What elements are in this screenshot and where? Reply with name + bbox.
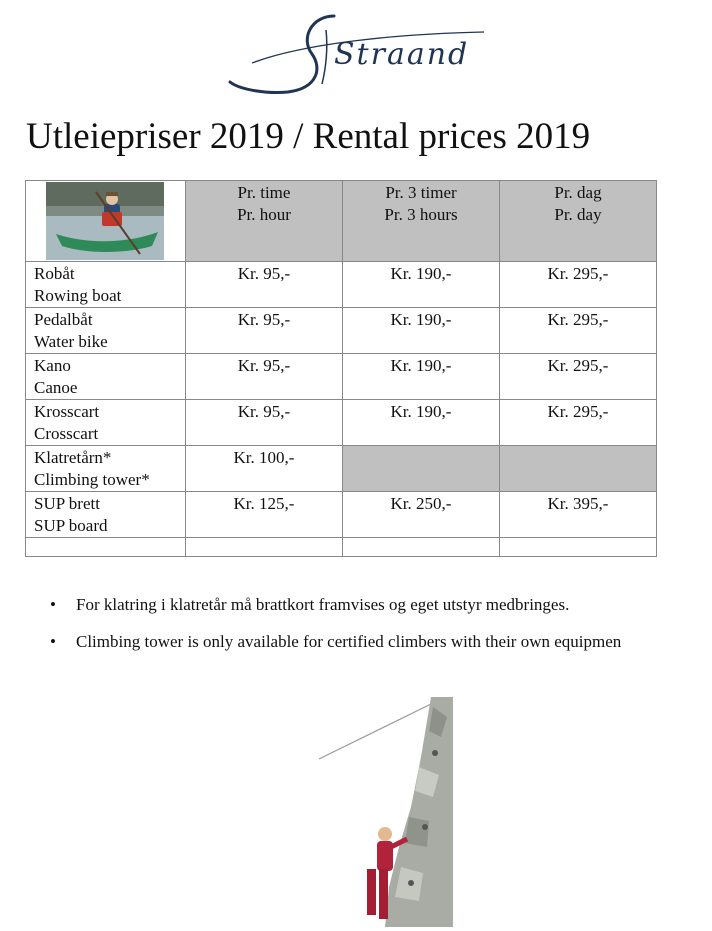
price-3-hours: Kr. 190,- [343,262,500,308]
climbing-tower-photo [315,697,455,927]
table-row-rowing-boat [26,262,657,308]
logo-wordmark: Straand [334,37,470,72]
price-3-hours: Kr. 190,- [343,400,500,446]
item-name [26,446,186,492]
price-day: Kr. 295,- [500,262,657,308]
table-row-water-bike [26,308,657,354]
item-name [26,492,186,538]
table-row-empty [26,538,657,557]
item-name-en: Climbing tower* [34,470,150,489]
note-text: Climbing tower is only available for certified climbers with their own equipmen [76,632,622,651]
canoe-photo [46,182,164,260]
price-day: Kr. 395,- [500,492,657,538]
item-name-no: Klatretårn* [34,448,112,467]
column-header-3-hours-en: Pr. 3 hours [384,205,458,224]
column-header-day-en: Pr. day [554,205,602,224]
note-item [50,592,696,617]
column-header-hour-no: Pr. time [237,183,291,202]
price-hour: Kr. 100,- [186,446,343,492]
column-header-hour-en: Pr. hour [237,205,291,224]
column-header-3-hours [343,181,500,262]
price-hour: Kr. 95,- [186,354,343,400]
column-header-hour [186,181,343,262]
empty-cell [343,538,500,557]
price-hour: Kr. 95,- [186,400,343,446]
item-name-en: Crosscart [34,424,99,443]
canoe-photo-cell [26,181,186,262]
empty-cell [186,538,343,557]
price-3-hours: Kr. 250,- [343,492,500,538]
price-3-hours: Kr. 190,- [343,354,500,400]
rental-price-table [25,180,657,557]
item-name-en: Water bike [34,332,108,351]
item-name-no: Kano [34,356,71,375]
table-row-canoe [26,354,657,400]
note-item [50,629,696,654]
column-header-day-no: Pr. dag [554,183,602,202]
straand-logo-mark [222,8,502,108]
item-name-no: SUP brett [34,494,100,513]
column-header-day [500,181,657,262]
item-name-no: Pedalbåt [34,310,93,329]
table-row-sup-board [26,492,657,538]
page-title: Utleiepriser 2019 / Rental prices 2019 [26,116,591,157]
item-name [26,400,186,446]
price-3-hours: Kr. 190,- [343,308,500,354]
empty-cell [26,538,186,557]
straand-logo [222,8,502,108]
item-name [26,354,186,400]
item-name-en: Canoe [34,378,78,397]
table-row-climbing-tower [26,446,657,492]
note-text: For klatring i klatretår må brattkort framvises og eget utstyr medbringes. [76,595,570,614]
item-name-en: SUP board [34,516,108,535]
empty-cell [500,538,657,557]
price-hour: Kr. 95,- [186,262,343,308]
item-name [26,308,186,354]
bullet-icon: • [50,595,56,614]
item-name-no: Krosscart [34,402,100,421]
item-name [26,262,186,308]
price-hour: Kr. 125,- [186,492,343,538]
item-name-no: Robåt [34,264,75,283]
table-header-row [26,181,657,262]
item-name-en: Rowing boat [34,286,122,305]
price-3-hours-unavailable [343,446,500,492]
price-day: Kr. 295,- [500,354,657,400]
column-header-3-hours-no: Pr. 3 timer [385,183,457,202]
notes-list [50,592,696,666]
price-hour: Kr. 95,- [186,308,343,354]
table-row-crosscart [26,400,657,446]
price-day-unavailable [500,446,657,492]
price-day: Kr. 295,- [500,400,657,446]
price-day: Kr. 295,- [500,308,657,354]
bullet-icon: • [50,632,56,651]
climbing-tower-photo-image [315,697,455,927]
